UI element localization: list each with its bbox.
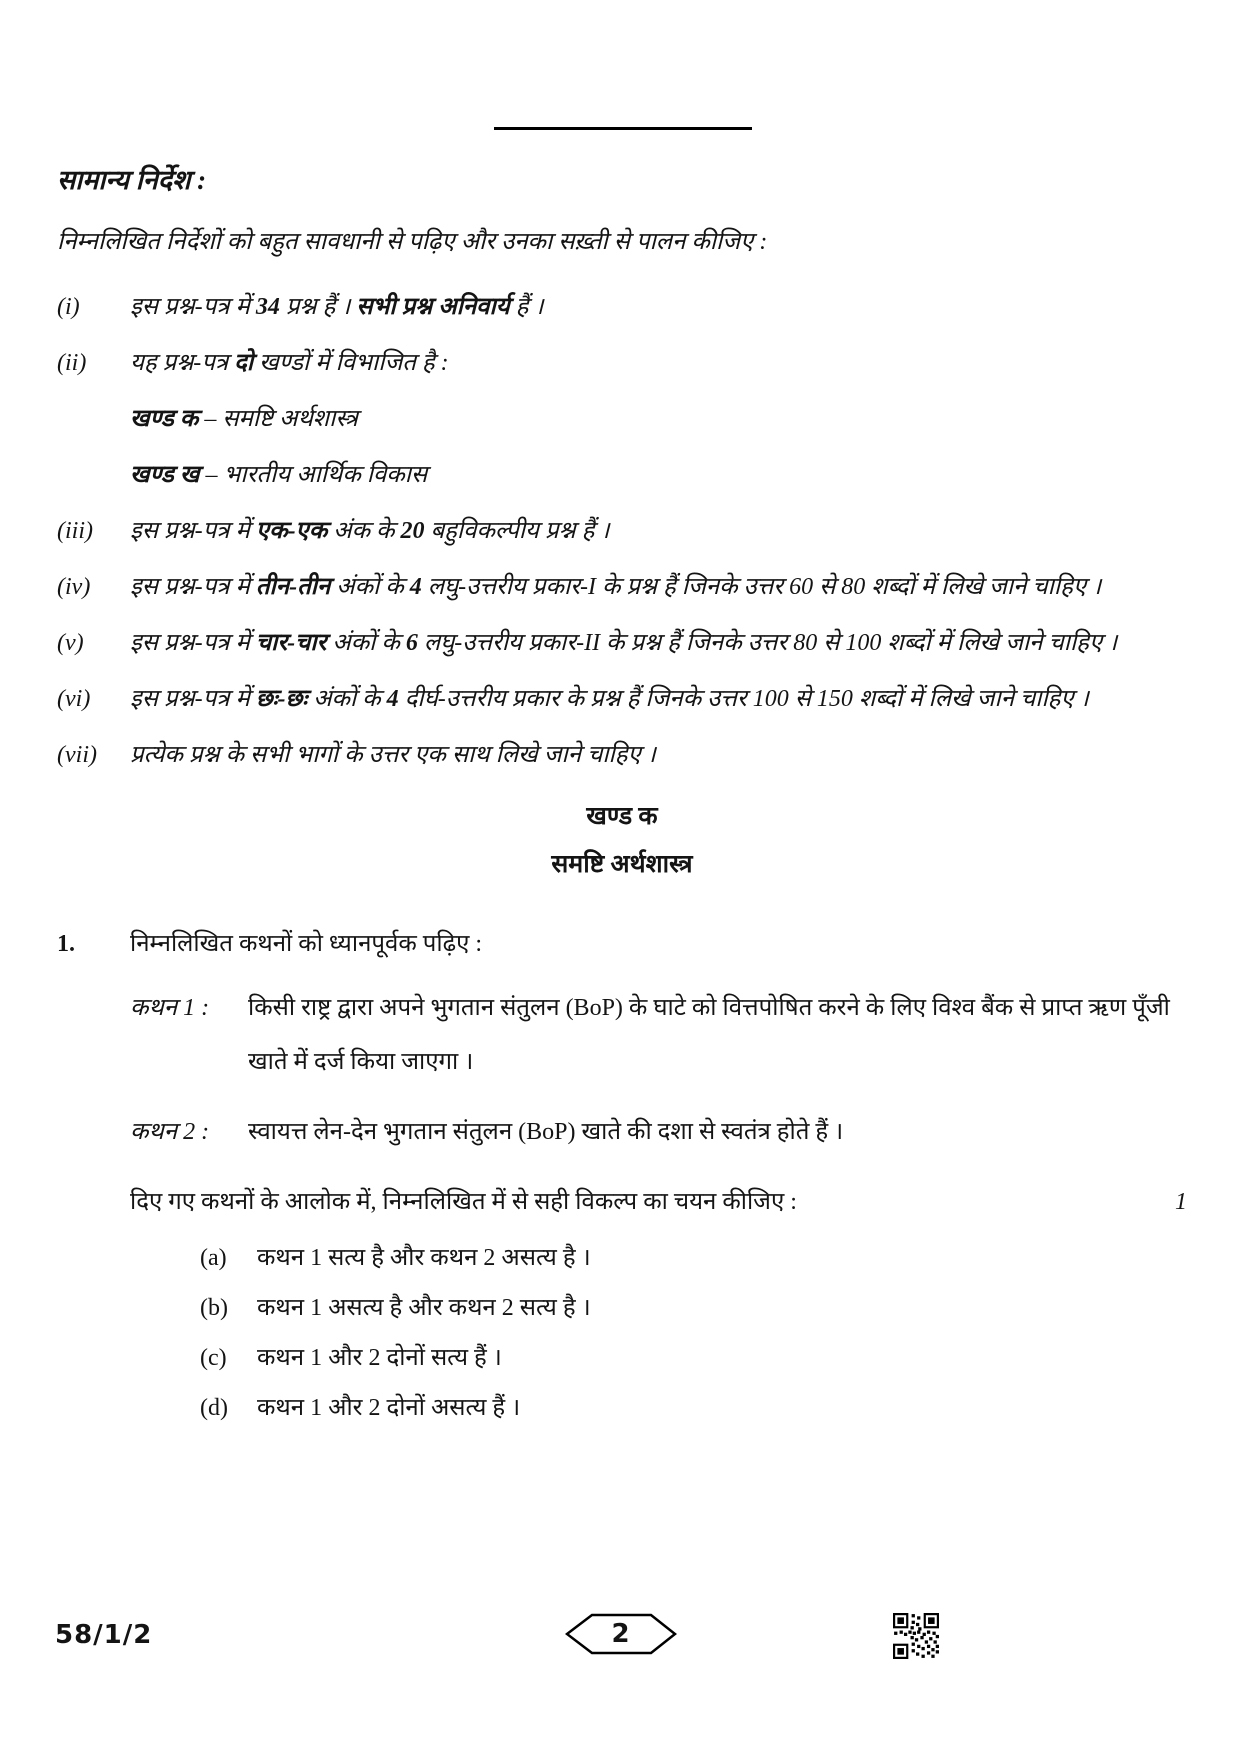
subitem-text: भारतीय आर्थिक विकास — [223, 462, 428, 488]
text-segment: चार-चार — [255, 630, 327, 656]
text-segment: प्रश्न हैं । — [279, 294, 357, 320]
instruction-item-number: (ii) — [57, 350, 87, 376]
section-subheading: समष्टि अर्थशास्त्र — [551, 851, 693, 878]
text-segment: 4 — [386, 686, 399, 712]
statement-row — [57, 1105, 1187, 1159]
question-number: 1. — [57, 931, 75, 957]
statement-text: स्वायत्त लेन-देन भुगतान संतुलन (BoP) खाते की दशा से स्वतंत्र होते हैं । — [248, 1119, 844, 1145]
text-segment: अंकों के — [307, 686, 387, 712]
question-1-header — [57, 923, 1187, 965]
page-content — [57, 160, 1187, 1433]
subitem-text: समष्टि अर्थशास्त्र — [222, 406, 358, 432]
text-segment: प्रत्येक प्रश्न के सभी भागों के उत्तर एक साथ लिखे जाने चाहिए । — [130, 742, 656, 768]
text-segment: 4 — [409, 574, 422, 600]
text-segment: अंकों के — [326, 630, 406, 656]
section-heading: खण्ड क — [586, 803, 658, 830]
option-label: (b) — [200, 1295, 228, 1321]
text-segment: इस प्रश्न-पत्र में — [130, 686, 256, 712]
instruction-item — [57, 727, 1187, 783]
instruction-item-number: (v) — [57, 630, 84, 656]
instruction-item-number: (iii) — [57, 518, 93, 544]
text-segment: यह प्रश्न-पत्र — [130, 350, 235, 376]
option-text: कथन 1 और 2 दोनों सत्य हैं । — [257, 1345, 502, 1371]
subitem-dash: – — [199, 462, 224, 488]
instruction-item — [57, 671, 1187, 727]
text-segment: अंक के — [327, 518, 401, 544]
qr-code-icon — [893, 1613, 939, 1659]
text-segment: इस प्रश्न-पत्र में — [130, 574, 256, 600]
text-segment: 20 — [400, 518, 425, 544]
marks-value: 1 — [1175, 1189, 1187, 1215]
instruction-item-number: (vii) — [57, 742, 97, 768]
section-block — [57, 793, 1187, 889]
paper-code: 58/1/2 — [55, 1620, 153, 1650]
instruction-item-text — [130, 503, 1187, 559]
general-instructions-heading: सामान्य निर्देश : — [57, 165, 207, 195]
statement-text: किसी राष्ट्र द्वारा अपने भुगतान संतुलन (BoP) के घाटे को वित्तपोषित करने के लिए विश्व बैंक से प्राप्त ऋण पूँजी खाते में दर्ज किया जाएगा । — [248, 995, 1170, 1075]
text-segment: 6 — [405, 630, 418, 656]
page-number: 2 — [611, 1619, 630, 1649]
subitem-label: खण्ड क — [130, 406, 199, 432]
option-row — [57, 1333, 1187, 1383]
instruction-item-number: (iv) — [57, 574, 91, 600]
option-label: (c) — [200, 1345, 227, 1371]
instruction-item-text — [130, 335, 1187, 391]
instruction-item-text — [130, 279, 1187, 335]
text-segment: हैं । — [509, 294, 544, 320]
text-segment: बहुविकल्पीय प्रश्न हैं । — [424, 518, 610, 544]
option-row — [57, 1283, 1187, 1333]
text-segment: एक-एक — [255, 518, 328, 544]
text-segment: इस प्रश्न-पत्र में — [130, 518, 256, 544]
question-1 — [57, 923, 1187, 1433]
instruction-item-text — [130, 671, 1187, 727]
option-text: कथन 1 और 2 दोनों असत्य हैं । — [257, 1395, 521, 1421]
subitem-dash: – — [198, 406, 223, 432]
option-text: कथन 1 सत्य है और कथन 2 असत्य है । — [257, 1245, 591, 1271]
options — [57, 1233, 1187, 1433]
question-text: निम्नलिखित कथनों को ध्यानपूर्वक पढ़िए : — [130, 931, 483, 957]
instruction-subitem — [57, 391, 1187, 447]
text-segment: सभी प्रश्न अनिवार्य — [356, 294, 510, 320]
option-text: कथन 1 असत्य है और कथन 2 सत्य है । — [257, 1295, 591, 1321]
option-label: (d) — [200, 1395, 228, 1421]
page-number-badge — [565, 1612, 677, 1656]
instruction-item-number: (vi) — [57, 686, 91, 712]
statement-row — [57, 981, 1187, 1089]
text-segment: दीर्घ-उत्तरीय प्रकार के प्रश्न हैं जिनके उत्तर 100 से 150 शब्दों में लिखे जाने चाहिए । — [398, 686, 1089, 712]
statement-label: कथन 2 : — [130, 1119, 210, 1145]
option-label: (a) — [200, 1245, 227, 1271]
text-segment: इस प्रश्न-पत्र में — [130, 294, 256, 320]
instruction-item — [57, 279, 1187, 335]
instruction-item — [57, 335, 1187, 391]
general-instructions-intro: निम्नलिखित निर्देशों को बहुत सावधानी से पढ़िए और उनका सख़्ती से पालन कीजिए : — [57, 229, 768, 255]
instruction-item-number: (i) — [57, 294, 80, 320]
statement-label: कथन 1 : — [130, 995, 210, 1021]
text-segment: अंकों के — [330, 574, 410, 600]
text-segment: 34 — [255, 294, 280, 320]
top-divider-line — [494, 127, 752, 130]
text-segment: इस प्रश्न-पत्र में — [130, 630, 256, 656]
instruction-item — [57, 615, 1187, 671]
text-segment: खण्डों में विभाजित है : — [253, 350, 449, 376]
text-segment: तीन-तीन — [255, 574, 331, 600]
instruction-item-text — [130, 727, 1187, 783]
instruction-item-text — [130, 559, 1187, 615]
text-segment: छः-छः — [255, 686, 308, 712]
question-prompt-row — [57, 1181, 1187, 1223]
statements — [57, 981, 1187, 1159]
text-segment: दो — [234, 350, 254, 376]
subitem-label: खण्ड ख — [130, 462, 200, 488]
text-segment: लघु-उत्तरीय प्रकार-I के प्रश्न हैं जिनके उत्तर 60 से 80 शब्दों में लिखे जाने चाहिए । — [421, 574, 1102, 600]
option-row — [57, 1383, 1187, 1433]
instruction-item-text — [130, 615, 1187, 671]
instruction-item — [57, 559, 1187, 615]
question-prompt: दिए गए कथनों के आलोक में, निम्नलिखित में से सही विकल्प का चयन कीजिए : — [130, 1189, 797, 1215]
instruction-item — [57, 503, 1187, 559]
text-segment: लघु-उत्तरीय प्रकार-II के प्रश्न हैं जिनके उत्तर 80 से 100 शब्दों में लिखे जाने चाहिए । — [417, 630, 1118, 656]
option-row — [57, 1233, 1187, 1283]
instruction-subitem — [57, 447, 1187, 503]
instruction-list — [57, 279, 1187, 783]
